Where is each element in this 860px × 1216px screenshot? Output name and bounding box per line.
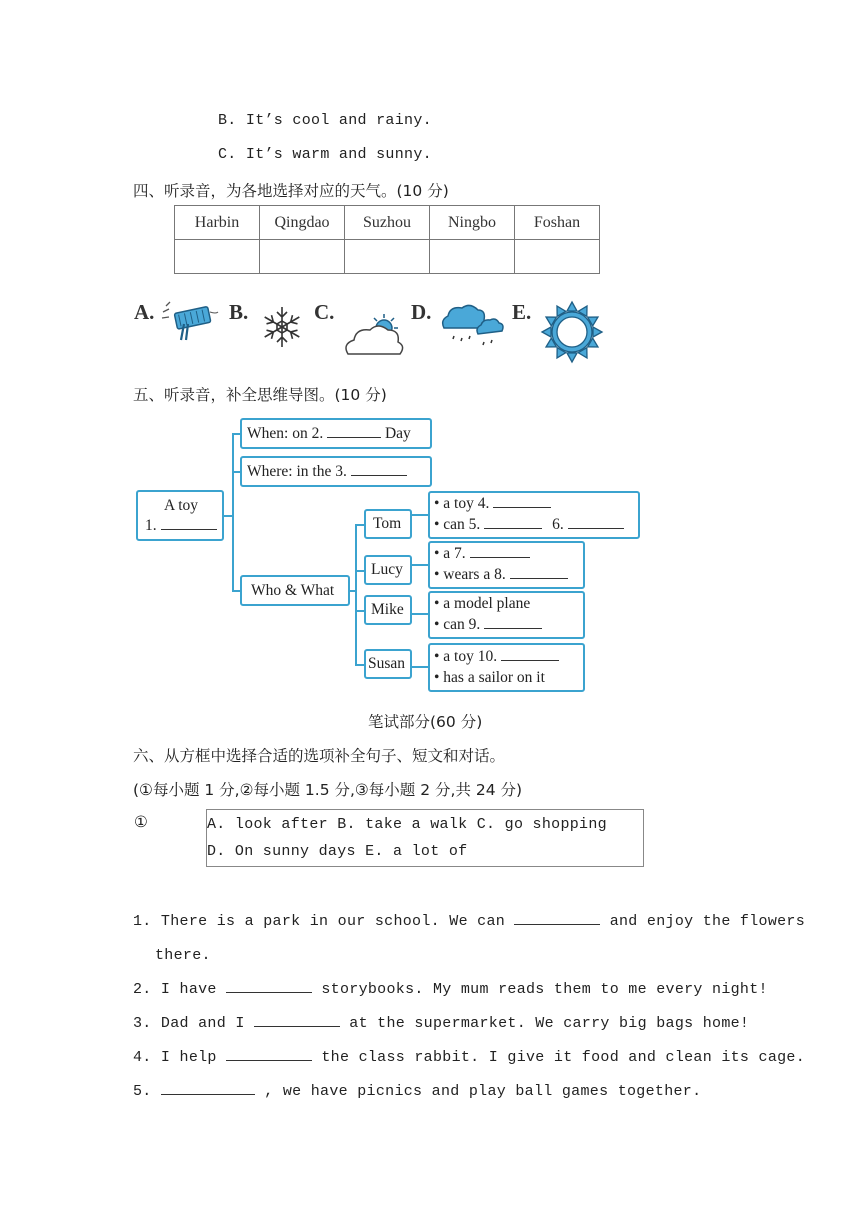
question-1 (133, 913, 805, 930)
sun-icon (540, 300, 604, 364)
question-number: 1. (133, 913, 152, 930)
when-suffix: Day (384, 425, 411, 442)
connector (355, 524, 357, 666)
answer-cell-foshan[interactable] (515, 240, 600, 274)
detail-line: • a model plane (434, 595, 531, 612)
when-prefix: When: on 2. (247, 425, 324, 442)
question-number: 5. (133, 1083, 152, 1100)
question-text: and enjoy the flowers (609, 913, 806, 930)
where-prefix: Where: in the 3. (247, 463, 347, 480)
person-name: Tom (373, 515, 402, 532)
answer-cell-suzhou[interactable] (345, 240, 430, 274)
answer-blank-1[interactable] (514, 923, 600, 925)
where-node (240, 456, 432, 487)
person-name: Lucy (371, 561, 403, 578)
city-harbin: Harbin (175, 206, 260, 240)
icon-label-e: E. (512, 300, 532, 324)
question-text: There is a park in our school. We can (160, 913, 506, 930)
answer-row (175, 240, 600, 274)
question-number: 2. (133, 981, 152, 998)
person-name: Mike (371, 601, 404, 618)
icon-label-b: B. (229, 300, 249, 324)
person-name: Susan (368, 655, 406, 672)
details-tom (428, 491, 640, 539)
city-ningbo: Ningbo (430, 206, 515, 240)
section4-title: 四、听录音，为各地选择对应的天气。(10 分) (133, 182, 449, 200)
when-node (240, 418, 432, 449)
city-qingdao: Qingdao (260, 206, 345, 240)
root-node (136, 490, 224, 541)
question-text: I help (160, 1049, 217, 1066)
question-text: the class rabbit. I give it food and clean its cage. (321, 1049, 806, 1066)
section5-title: 五、听录音，补全思维导图。(10 分) (133, 386, 387, 404)
connector (232, 433, 234, 591)
answer-cell-harbin[interactable] (175, 240, 260, 274)
blank-6[interactable] (568, 527, 624, 529)
answer-blank-5[interactable] (161, 1093, 255, 1095)
section6-title: 六、从方框中选择合适的选项补全句子、短文和对话。 (133, 747, 506, 765)
question-3 (133, 1015, 749, 1032)
city-suzhou: Suzhou (345, 206, 430, 240)
answer-blank-4[interactable] (226, 1059, 312, 1061)
detail-line: • a 7. (434, 545, 466, 562)
partly-cloudy-icon (340, 310, 410, 362)
icon-label-d: D. (411, 300, 432, 324)
person-susan (364, 649, 412, 679)
option-c: C. It’s warm and sunny. (218, 146, 432, 163)
question-2 (133, 981, 768, 998)
option-b: B. It’s cool and rainy. (218, 112, 432, 129)
blank-3[interactable] (351, 474, 407, 476)
who-what-node (240, 575, 350, 606)
snowflake-icon (256, 303, 308, 351)
icon-label-c: C. (314, 300, 335, 324)
blank-8[interactable] (510, 577, 568, 579)
group-marker: ① (134, 813, 148, 831)
weather-table (174, 205, 600, 274)
answer-cell-qingdao[interactable] (260, 240, 345, 274)
detail-line: • wears a 8. (434, 566, 506, 583)
details-mike (428, 591, 585, 639)
question-text: storybooks. My mum reads them to me every night! (321, 981, 768, 998)
person-tom (364, 509, 412, 539)
root-line2: 1. (145, 517, 157, 534)
detail-line: • a toy 4. (434, 495, 490, 512)
blank-1[interactable] (161, 528, 217, 530)
city-foshan: Foshan (515, 206, 600, 240)
question-number: 3. (133, 1015, 152, 1032)
details-susan (428, 643, 585, 692)
detail-line: • can 5. (434, 516, 481, 533)
icon-label-a: A. (134, 300, 155, 324)
question-4 (133, 1049, 805, 1066)
question-5 (133, 1083, 701, 1100)
who-what-label: Who & What (251, 582, 335, 599)
detail-line: • has a sailor on it (434, 669, 545, 686)
blank-4[interactable] (493, 506, 551, 508)
question-1-cont: there. (155, 947, 211, 964)
answer-blank-2[interactable] (226, 991, 312, 993)
details-lucy (428, 541, 585, 589)
blank-5[interactable] (484, 527, 542, 529)
section6-scoring: (①每小题 1 分,②每小题 1.5 分,③每小题 2 分,共 24 分) (133, 781, 523, 799)
answer-blank-3[interactable] (254, 1025, 340, 1027)
connector (411, 666, 429, 668)
options-line2: D. On sunny days E. a lot of (207, 843, 468, 860)
question-text: at the supermarket. We carry big bags home! (349, 1015, 750, 1032)
connector (411, 514, 429, 516)
blank-10[interactable] (501, 659, 559, 661)
blank-9[interactable] (484, 627, 542, 629)
person-lucy (364, 555, 412, 585)
detail-line: 6. (552, 516, 564, 533)
written-part-title: 笔试部分(60 分) (368, 713, 483, 731)
options-box (206, 809, 644, 867)
windy-icon (160, 298, 220, 344)
question-text: Dad and I (160, 1015, 245, 1032)
detail-line: • can 9. (434, 616, 481, 633)
connector (411, 564, 429, 566)
question-number: 4. (133, 1049, 152, 1066)
connector (411, 613, 429, 615)
question-text: I have (160, 981, 217, 998)
person-mike (364, 595, 412, 625)
answer-cell-ningbo[interactable] (430, 240, 515, 274)
rainy-cloud-icon (438, 304, 506, 350)
root-line1: A toy (164, 497, 199, 514)
question-text: , we have picnics and play ball games together. (264, 1083, 702, 1100)
blank-7[interactable] (470, 556, 530, 558)
table-header-row (175, 206, 600, 240)
blank-2[interactable] (327, 436, 381, 438)
detail-line: • a toy 10. (434, 648, 498, 665)
options-line1: A. look after B. take a walk C. go shopping (207, 816, 607, 833)
